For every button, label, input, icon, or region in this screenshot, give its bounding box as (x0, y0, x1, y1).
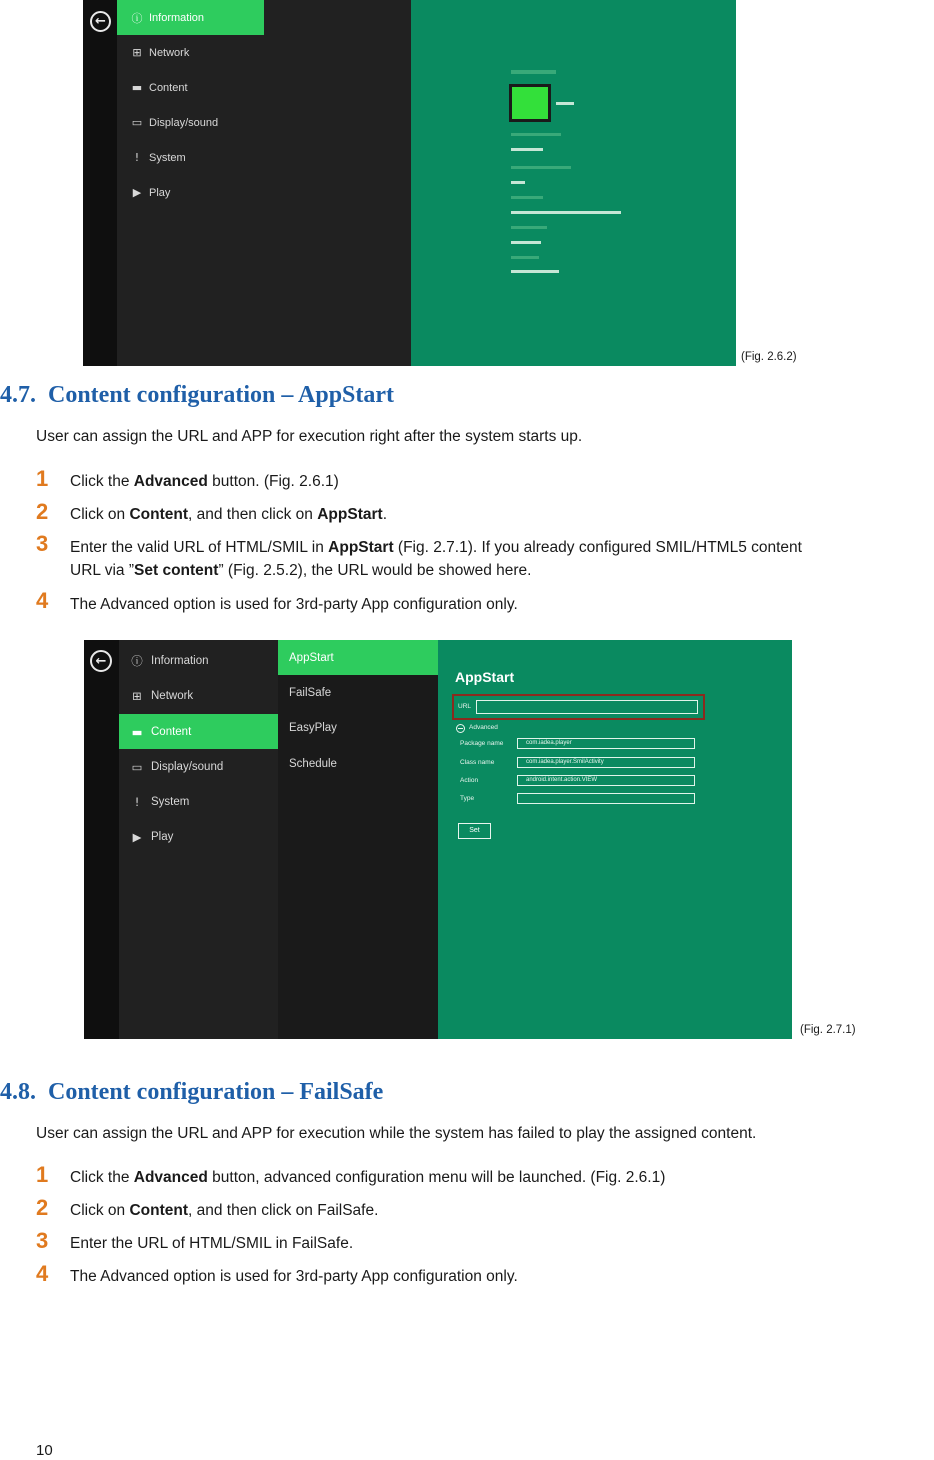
section-intro: User can assign the URL and APP for execution while the system has failed to play the assigned content. (36, 1125, 757, 1142)
back-arrow-icon[interactable]: ← (90, 650, 112, 672)
menu-item-content[interactable] (117, 70, 411, 105)
figure-2-6-2-screenshot (83, 0, 736, 366)
menu-item-label: Content (151, 725, 192, 738)
menu-item-label: System (149, 151, 186, 164)
step-number: 2 (36, 499, 49, 524)
action-input[interactable]: android.intent.action.VIEW (517, 775, 695, 786)
menu-item-label: Network (151, 689, 194, 702)
set-button[interactable]: Set (458, 823, 491, 839)
field-label: Type (460, 795, 475, 802)
step-text: Click the Advanced button. (Fig. 2.6.1) (70, 473, 339, 490)
step-number: 3 (36, 1228, 49, 1253)
info-icon: ⓘ (131, 653, 143, 668)
type-input[interactable] (517, 793, 695, 804)
menu-item-play[interactable] (117, 175, 411, 210)
menu-item-system[interactable] (117, 140, 411, 175)
step-text: Click on Content, and then click on AppStart. (70, 506, 387, 523)
submenu-item-label: EasyPlay (289, 721, 337, 734)
menu-item-content[interactable] (119, 714, 278, 749)
step-number: 3 (36, 531, 49, 556)
package-name-input[interactable]: com.iadea.player (517, 738, 695, 749)
step-text: Click the Advanced button, advanced configuration menu will be launched. (Fig. 2.6.1) (70, 1169, 666, 1186)
network-icon: ⊞ (132, 688, 142, 703)
info-value-blur (511, 241, 541, 244)
back-strip (83, 0, 117, 366)
play-icon: ▶ (132, 186, 142, 199)
menu-item-label: Information (151, 654, 209, 667)
system-icon: ! (134, 794, 140, 809)
step-number: 2 (36, 1195, 49, 1220)
menu-item-label: Information (149, 11, 205, 24)
step-text: The Advanced option is used for 3rd-party App configuration only. (70, 1268, 518, 1285)
field-label: Package name (460, 740, 504, 747)
info-heading-blur (511, 70, 556, 74)
back-arrow-icon[interactable]: ← (90, 11, 111, 32)
submenu-item-failsafe[interactable] (278, 675, 438, 710)
step-text: The Advanced option is used for 3rd-party App configuration only. (70, 596, 518, 613)
submenu-item-easyplay[interactable] (278, 710, 438, 745)
step-text: Enter the valid URL of HTML/SMIL in AppStart (Fig. 2.7.1). If you already configured SMIL/HTML5 content URL via ”Set content” (Fig. 2.5.2), the URL would be showed here. (70, 539, 802, 579)
field-label: Class name (460, 759, 495, 766)
section-intro: User can assign the URL and APP for execution right after the system starts up. (36, 428, 583, 445)
menu-item-label: Play (151, 830, 174, 843)
page-number: 10 (36, 1442, 53, 1459)
menu-item-label: System (151, 795, 190, 808)
step-number: 4 (36, 1261, 49, 1286)
info-label-blur (511, 196, 543, 199)
info-label-blur (511, 226, 547, 229)
menu-item-system[interactable] (119, 784, 278, 819)
figure-caption: (Fig. 2.6.2) (741, 351, 797, 363)
menu-item-label: Display/sound (149, 116, 219, 129)
info-label-blur (511, 256, 539, 259)
info-label-blur (511, 166, 571, 169)
menu-item-label: Display/sound (151, 760, 224, 773)
back-strip (84, 640, 119, 1039)
step-number: 1 (36, 466, 49, 491)
player-color-swatch (509, 84, 551, 122)
menu-item-label: Content (149, 81, 188, 94)
swatch-label-blur (556, 102, 574, 105)
network-icon: ⊞ (132, 46, 142, 59)
url-input[interactable] (476, 700, 698, 714)
content-icon: ▬ (131, 81, 143, 94)
menu-item-network[interactable] (119, 678, 278, 713)
submenu-item-label: AppStart (289, 651, 334, 664)
info-icon: ⓘ (131, 11, 143, 25)
play-icon: ▶ (132, 829, 142, 844)
settings-menu (117, 0, 411, 366)
display-icon: ▭ (131, 116, 143, 129)
panel-title: AppStart (455, 669, 515, 685)
menu-item-display-sound[interactable] (117, 105, 411, 140)
submenu-item-label: FailSafe (289, 686, 332, 699)
section-heading: 4.8. Content configuration – FailSafe (0, 1079, 384, 1105)
menu-item-information[interactable] (119, 643, 278, 678)
submenu-item-appstart[interactable] (278, 640, 438, 675)
submenu-item-label: Schedule (289, 757, 337, 770)
section-heading: 4.7. Content configuration – AppStart (0, 382, 395, 408)
info-value-blur (511, 211, 621, 214)
step-number: 4 (36, 588, 49, 613)
menu-item-label: Network (149, 46, 190, 59)
info-label-blur (511, 133, 561, 136)
step-text: Enter the URL of HTML/SMIL in FailSafe. (70, 1235, 354, 1252)
content-icon: ▬ (131, 724, 143, 739)
system-icon: ! (134, 151, 140, 164)
advanced-label[interactable]: Advanced (469, 724, 498, 731)
menu-item-label: Play (149, 186, 171, 199)
url-label: URL (458, 703, 472, 710)
info-value-blur (511, 181, 525, 184)
menu-item-display-sound[interactable] (119, 749, 278, 784)
info-value-blur (511, 270, 559, 273)
info-value-blur (511, 148, 543, 151)
settings-menu (119, 640, 278, 1039)
menu-item-play[interactable] (119, 819, 278, 854)
menu-item-information[interactable] (117, 0, 264, 35)
step-number: 1 (36, 1162, 49, 1187)
figure-caption: (Fig. 2.7.1) (800, 1024, 856, 1036)
step-text: Click on Content, and then click on FailSafe. (70, 1202, 379, 1219)
collapse-icon[interactable] (456, 724, 465, 733)
menu-item-network[interactable] (117, 35, 411, 70)
field-label: Action (460, 777, 479, 784)
appstart-panel (438, 640, 792, 1039)
submenu-item-schedule[interactable] (278, 746, 438, 781)
display-icon: ▭ (131, 759, 143, 774)
content-submenu (278, 640, 438, 1039)
figure-2-7-1-screenshot (84, 640, 792, 1039)
information-panel (411, 0, 736, 366)
class-name-input[interactable]: com.iadea.player.SmilActivity (517, 757, 695, 768)
